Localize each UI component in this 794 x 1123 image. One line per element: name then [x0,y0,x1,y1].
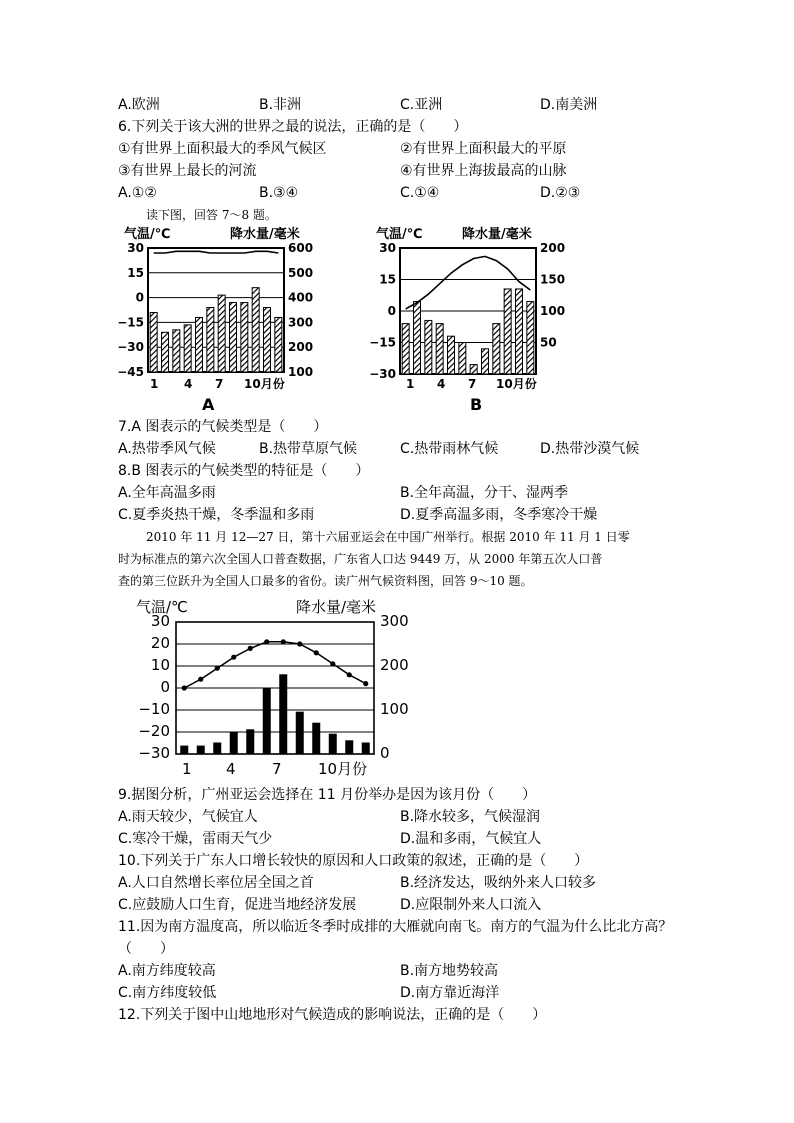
g-bar-8 [296,712,303,754]
g-temp-point-6 [264,639,269,644]
b-bar-11 [516,289,523,374]
g-ytick-right: 100 [380,700,409,718]
b-bar-3 [425,320,432,374]
q7-option-d[interactable]: D.热带沙漠气候 [540,441,640,457]
chart-a-temp-label: 气温/℃ [124,227,171,242]
chart-gz-xtick-1: 1 [182,760,192,778]
g-temp-point-11 [347,672,352,677]
b-ytick-left: 15 [379,272,396,287]
b-ytick-left: −30 [369,367,396,381]
q5-option-d[interactable]: D.南美洲 [540,97,598,113]
b-bar-4 [436,324,443,374]
passage-line-1: 2010 年 11 月 12—27 日，第十六届亚运会在中国广州举行。根据 2010 年 11 月 1 日零 [146,530,630,544]
q5-option-a[interactable]: A.欧洲 [118,97,160,113]
q11-option-a[interactable]: A.南方纬度较高 [118,963,216,979]
a-bar-4 [184,325,191,372]
chart-a-xtick-10: 10月份 [244,377,285,391]
chart-guangzhou [112,596,432,781]
a-ytick-right: 500 [288,265,314,280]
q10-option-c[interactable]: C.应鼓励人口生育，促进当地经济发展 [118,897,357,913]
chart-a-xtick-1: 1 [150,377,159,391]
q6-stem: 6.下列关于该大洲的世界之最的说法，正确的是（ ） [118,119,468,135]
chart-gz-xtick-7: 7 [272,760,282,778]
g-bar-6 [263,688,270,754]
b-bar-12 [527,302,534,374]
g-temp-point-7 [281,639,286,644]
g-ytick-left: −10 [138,700,170,718]
g-temp-point-3 [215,666,220,671]
q12-stem: 12.下列关于图中山地地形对气候造成的影响说法，正确的是（ ） [118,1007,547,1023]
q7-option-b[interactable]: B.热带草原气候 [259,441,358,457]
q6-option-c[interactable]: C.①④ [400,185,440,201]
chart-gz-xtick-4: 4 [226,760,236,778]
q6-item-2: ②有世界上面积最大的平原 [400,141,567,157]
g-bar-5 [247,730,254,754]
g-temp-point-1 [182,685,187,690]
q9-stem: 9.据图分析，广州亚运会选择在 11 月份举办是因为该月份（ ） [118,787,537,803]
g-bar-1 [181,746,188,754]
a-bar-8 [230,303,237,372]
chart-a-xtick-4: 4 [184,377,193,391]
g-bar-2 [197,746,204,754]
q10-option-d[interactable]: D.应限制外来人口流入 [400,897,542,913]
b-bar-9 [493,324,500,374]
b-ytick-right: 50 [540,335,557,350]
g-bar-10 [329,734,336,754]
b-ytick-left: 0 [387,304,396,318]
a-bar-7 [218,295,225,372]
q6-item-1: ①有世界上面积最大的季风气候区 [118,141,327,157]
g-ytick-left: 20 [150,634,170,652]
g-bar-11 [346,741,353,754]
b-ytick-right: 150 [540,272,566,287]
chart-b [366,224,566,414]
a-bar-10 [252,288,259,372]
q8-option-b[interactable]: B.全年高温，分干、湿两季 [400,485,569,501]
g-temp-point-9 [314,650,319,655]
g-bar-7 [280,675,287,754]
b-bar-10 [504,289,511,374]
a-ytick-left: −15 [117,315,144,330]
q9-option-d[interactable]: D.温和多雨，气候宜人 [400,831,542,847]
a-bar-12 [275,317,282,372]
g-temp-point-12 [363,681,368,686]
q7-stem: 7.A 图表示的气候类型是（ ） [118,419,328,435]
chart-gz-xtick-10: 10月份 [318,760,368,778]
g-ytick-right: 0 [380,744,390,762]
b-ytick-left: 30 [379,241,396,255]
q5-option-c[interactable]: C.亚洲 [400,97,443,113]
a-bar-9 [241,303,248,372]
a-bar-11 [264,308,271,372]
chart-gz-precip-label: 降水量/毫米 [296,598,377,616]
chart-gz-temp-label: 气温/℃ [136,598,188,616]
b-ytick-right: 200 [540,241,566,255]
q11-option-d[interactable]: D.南方靠近海洋 [400,985,500,1001]
chart-b-temp-label: 气温/℃ [376,227,423,242]
b-bar-7 [470,365,477,374]
chart-b-precip-label: 降水量/毫米 [462,227,532,242]
g-bar-3 [214,743,221,754]
chart-b-xtick-7: 7 [468,377,477,391]
q7-option-a[interactable]: A.热带季风气候 [118,441,216,457]
g-bar-12 [362,743,369,754]
g-bar-9 [313,723,320,754]
chart-b-xtick-10: 10月份 [496,377,537,391]
a-bar-2 [162,332,169,372]
g-ytick-right: 300 [380,612,409,630]
a-ytick-right: 300 [288,315,314,330]
a-bar-1 [150,312,157,372]
chart-b-caption: B [470,395,483,414]
passage-line-2: 时为标准点的第六次全国人口普查数据，广东省人口达 9449 万，从 2000 年第五次人口普 [118,552,603,566]
q6-option-b[interactable]: B.③④ [259,185,299,201]
g-temp-point-4 [231,655,236,660]
b-bar-6 [459,343,466,375]
a-ytick-right: 100 [288,365,314,379]
a-ytick-left: 0 [135,290,144,305]
q7-option-c[interactable]: C.热带雨林气候 [400,441,499,457]
b-bar-5 [448,336,455,374]
q11-stem: 11.因为南方温度高，所以临近冬季时成排的大雁就向南飞。南方的气温为什么比北方高？ [118,919,673,935]
passage-line-3: 查的第三位跃升为全国人口最多的省份。读广州气候资料图，回答 9～10 题。 [118,574,533,588]
q6-option-d[interactable]: D.②③ [540,185,581,201]
q6-item-4: ④有世界上海拔最高的山脉 [400,163,567,179]
q8-option-c[interactable]: C.夏季炎热干燥，冬季温和多雨 [118,507,315,523]
a-ytick-left: 15 [127,265,144,280]
b-bar-2 [414,302,421,374]
g-ytick-right: 200 [380,656,409,674]
b-bar-1 [402,324,409,374]
g-ytick-left: −30 [138,744,170,762]
q10-option-b[interactable]: B.经济发达，吸纳外来人口较多 [400,875,597,891]
g-ytick-left: 0 [160,678,170,696]
chart-b-xtick-1: 1 [406,377,415,391]
q9-option-c[interactable]: C.寒冷干燥，雷雨天气少 [118,831,273,847]
a-bar-5 [196,317,203,372]
g-ytick-left: −20 [138,722,170,740]
q8-option-a[interactable]: A.全年高温多雨 [118,485,216,501]
q6-option-a[interactable]: A.①② [118,185,157,201]
b-bar-8 [482,349,489,374]
intro-7-8: 读下图，回答 7～8 题。 [146,208,277,222]
chart-b-xtick-4: 4 [437,377,446,391]
a-ytick-right: 200 [288,340,314,355]
g-ytick-left: 10 [150,656,170,674]
q10-option-a[interactable]: A.人口自然增长率位居全国之首 [118,875,314,891]
q9-option-b[interactable]: B.降水较多，气候湿润 [400,809,541,825]
q11-stem-cont: （ ） [118,941,174,957]
q11-option-c[interactable]: C.南方纬度较低 [118,985,217,1001]
chart-a-xtick-7: 7 [215,377,224,391]
b-ytick-right: 100 [540,304,566,318]
q9-option-a[interactable]: A.雨天较少，气候宜人 [118,809,258,825]
g-temp-point-5 [248,646,253,651]
g-temp-point-2 [198,677,203,682]
b-ytick-left: −15 [369,335,396,350]
q8-stem: 8.B 图表示的气候类型的特征是（ ） [118,463,370,479]
q11-option-b[interactable]: B.南方地势较高 [400,963,499,979]
chart-a [112,224,342,414]
a-ytick-left: −30 [117,340,144,355]
q10-stem: 10.下列关于广东人口增长较快的原因和人口政策的叙述，正确的是（ ） [118,853,589,869]
a-ytick-left: 30 [127,241,144,255]
g-bar-4 [230,732,237,754]
chart-gz-temp-line [184,642,365,688]
chart-a-temp-line [154,251,279,253]
g-ytick-left: 30 [150,612,170,630]
q5-option-b[interactable]: B.非洲 [259,97,302,113]
g-temp-point-10 [330,661,335,666]
a-ytick-left: −45 [117,365,144,379]
q6-item-3: ③有世界上最长的河流 [118,163,257,179]
a-bar-3 [173,330,180,372]
a-bar-6 [207,308,214,372]
a-ytick-right: 600 [288,241,314,255]
g-temp-point-8 [297,641,302,646]
chart-a-caption: A [202,395,215,414]
q8-option-d[interactable]: D.夏季高温多雨，冬季寒冷干燥 [400,507,598,523]
chart-a-precip-label: 降水量/毫米 [230,227,300,242]
a-ytick-right: 400 [288,290,314,305]
